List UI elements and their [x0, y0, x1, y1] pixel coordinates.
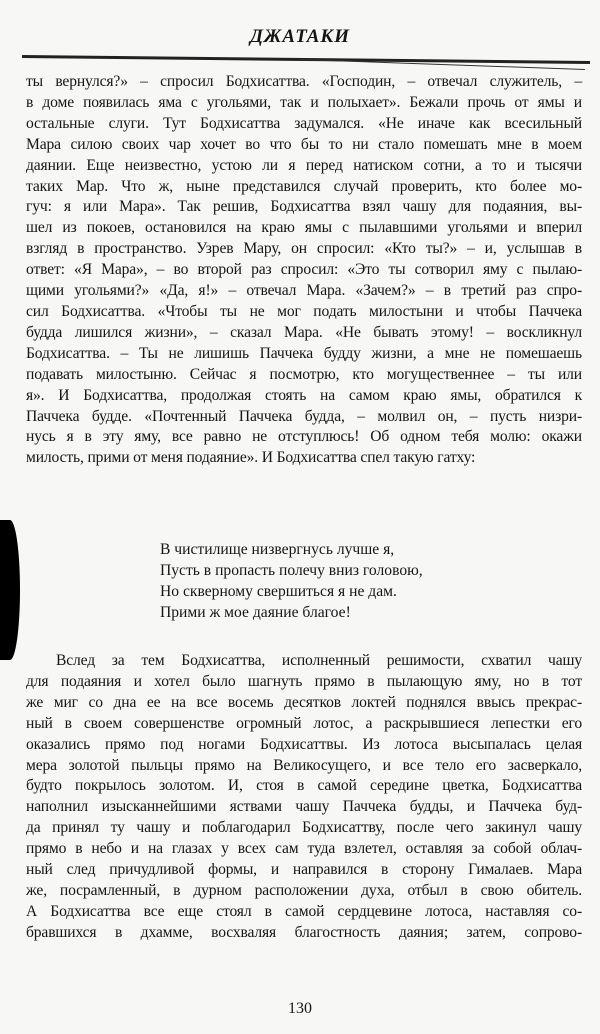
text-line: сил Бодхисаттва. «Чтобы ты не мог подать милостыни и чтобы Паччека [26, 302, 582, 320]
text-line: ответ: «Я Мара», – во второй раз спросил: «Это ты сотворил яму с пылаю- [26, 261, 582, 279]
text-line: таких Мар. Что ж, ныне представился случай проверить, кто более мо- [26, 177, 582, 195]
text-line: да принял ту чашу и поблагодарил Бодхисаттву, после чего закинул чашу [26, 819, 582, 837]
text-line: я». И Бодхисаттва, продолжая стоять на самом краю ямы, обратился к [26, 386, 582, 404]
text-line: мера золотой пыльцы прямо на Великосущего, и все тело его засверкало, [26, 756, 582, 774]
text-line: будда лишился жизни», – сказал Мара. «Не бывать этому! – воскликнул [26, 323, 582, 341]
verse-line: Но скверному свершиться я не дам. [160, 582, 397, 600]
text-line: подавать милостыню. Сейчас я посмотрю, кто могущественнее – ты или [26, 365, 582, 383]
text-line: Вслед за тем Бодхисаттва, исполненный решимости, схватил чашу [56, 652, 582, 669]
text-line: ный в своем совершенстве огромный лотос, а раскрывшиеся лепестки его [26, 714, 582, 732]
text-line: остальные слуги. Тут Бодхисаттва задумался. «Не иначе как всесильный [26, 114, 582, 132]
paragraph-2 [26, 651, 582, 944]
text-line: же миг со дна ее на все восемь десятков локтей поднялся ввысь прекрас- [26, 693, 582, 711]
page-number: 130 [288, 1000, 312, 1017]
text-line: милость, прими от меня подаяние». И Бодхисаттва спел такую гатху: [26, 449, 476, 467]
text-line: бравшихся в дхамме, восхваляя благостность даяния; затем, сопрово- [26, 923, 582, 941]
text-line: ный след причудливой формы, и направился в сторону Гималаев. Мара [26, 861, 582, 879]
verse-line: Пусть в пропасть полечу вниз головою, [160, 561, 423, 579]
text-line: прямо в небо и на глазах у всех сам туда взлетел, оставляя за собой облач- [26, 840, 582, 858]
text-line: Бодхисаттва. – Ты не лишишь Паччека будду жизни, а мне не помешаешь [26, 344, 582, 362]
text-line: оказались прямо под ногами Бодхисаттвы. Из лотоса высыпалась целая [26, 735, 582, 753]
paragraph-1 [26, 72, 582, 469]
text-line: А Бодхисаттва все еще стоял в самой сердцевине лотоса, наставляя со- [26, 902, 582, 920]
text-line: нусь я в эту яму, все равно не отступлюсь! Об одном тебя молю: окажи [26, 428, 582, 446]
text-line: ты вернулся?» – спросил Бодхисаттва. «Господин, – отвечал служитель, – [26, 73, 582, 90]
verse-line: В чистилище низвергнусь лучше я, [160, 541, 395, 558]
text-line: наполнил изысканнейшими яствами чашу Паччека будды, и Паччека буд- [26, 798, 582, 816]
text-line: Мара силою своих чар хочет во что бы то ни стало помешать мне в моем [26, 135, 582, 153]
text-line: Паччека будде. «Почтенный Паччека будда, – молвил он, – пусть низри- [26, 407, 582, 425]
text-line: для подаяния и хотел было шагнуть прямо в пылающую яму, но в тот [26, 672, 582, 690]
text-line: даянии. Еще неизвестно, устою ли я перед натиском сотни, а то и тысячи [26, 156, 582, 174]
text-line: будто покрылось золотом. И, стоя в самой середине цветка, Бодхисаттва [26, 777, 582, 795]
text-line: взгляд в пространство. Узрев Мару, он спросил: «Кто ты?» – и, услышав в [26, 240, 582, 258]
verse-line: Прими ж мое даяние благое! [160, 603, 351, 621]
text-line: шел из покоев, остановился на краю ямы с пылавшими угольями и вперил [26, 219, 582, 237]
text-line: же, посрамленный, в дурном расположении духа, отбыл в свою обитель. [26, 881, 582, 899]
text-line: гуч: я или Мара». Так решив, Бодхисаттва взял чашу для подаяния, вы- [26, 198, 582, 216]
text-line: щими угольями?» «Да, я!» – отвечал Мара. «Зачем?» – в третий раз спро- [26, 282, 582, 300]
running-header: ДЖАТАКИ [249, 26, 351, 47]
verse-gatha [160, 540, 580, 624]
scan-shadow [0, 520, 20, 660]
text-line: в доме появилась яма с угольями, так и полыхает». Бежали прочь от ямы и [26, 93, 582, 111]
